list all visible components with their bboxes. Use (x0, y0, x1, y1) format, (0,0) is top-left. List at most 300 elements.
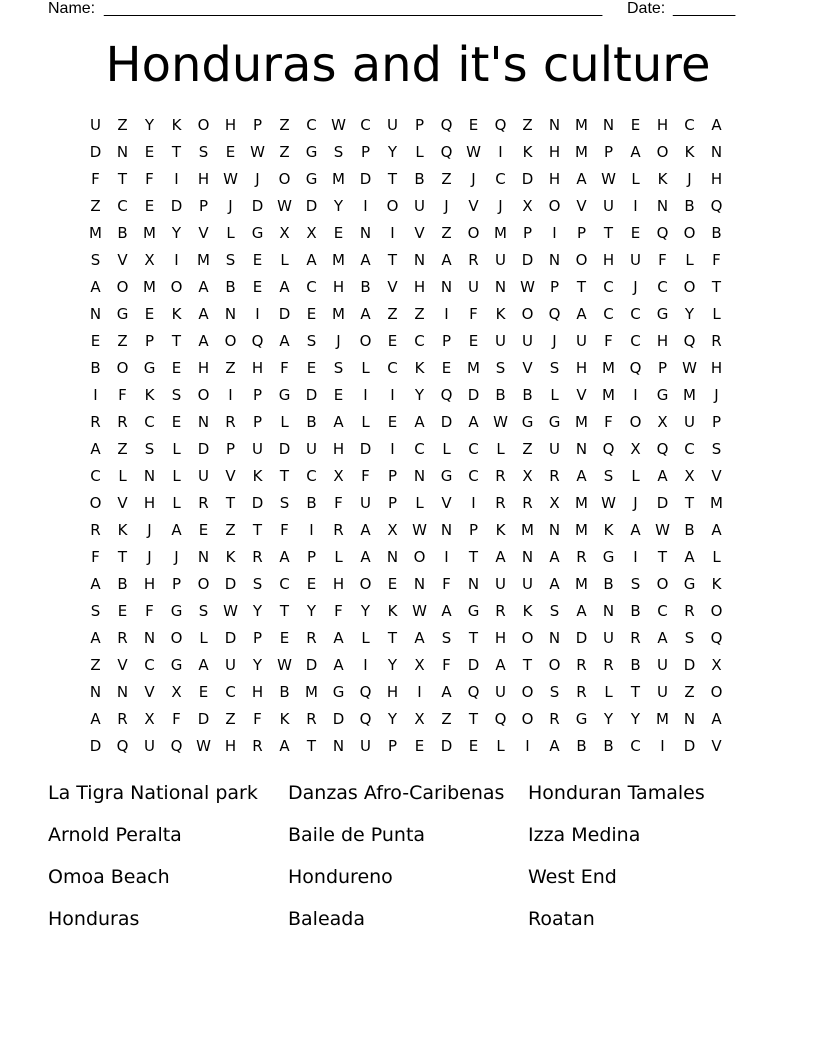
grid-letter: H (386, 683, 399, 701)
grid-letter: T (468, 548, 479, 566)
grid-letter: L (172, 467, 181, 485)
grid-row (82, 463, 730, 490)
grid-letter: N (116, 143, 129, 161)
grid-letter: O (413, 548, 426, 566)
grid-letter: F (658, 251, 667, 269)
grid-letter: D (278, 440, 291, 458)
grid-letter: J (714, 386, 719, 404)
grid-letter: H (494, 629, 507, 647)
grid-letter: A (90, 629, 101, 647)
grid-row (82, 247, 730, 274)
grid-letter: E (306, 305, 317, 323)
word-list (48, 778, 768, 946)
grid-row (82, 220, 730, 247)
header (48, 0, 748, 20)
grid-letter: V (144, 683, 155, 701)
grid-letter: D (359, 170, 372, 188)
grid-letter: E (144, 197, 155, 215)
grid-letter: A (549, 737, 560, 755)
grid-letter: P (360, 143, 371, 161)
grid-letter: R (576, 656, 587, 674)
grid-letter: D (197, 440, 210, 458)
grid-letter: C (306, 116, 317, 134)
grid-letter: T (684, 494, 695, 512)
word-list-item: La Tigra National park (48, 782, 258, 804)
grid-letter: A (333, 629, 344, 647)
grid-letter: I (390, 440, 395, 458)
grid-row (82, 139, 730, 166)
grid-letter: J (498, 197, 503, 215)
grid-letter: M (467, 359, 480, 377)
grid-letter: Y (603, 710, 614, 728)
grid-letter: E (414, 737, 425, 755)
word-list-item: Baleada (288, 908, 365, 930)
grid-letter: F (118, 386, 127, 404)
grid-letter: U (225, 656, 236, 674)
grid-letter: R (198, 494, 209, 512)
grid-letter: P (387, 737, 398, 755)
grid-letter: R (549, 467, 560, 485)
grid-letter: X (549, 494, 560, 512)
grid-letter: R (495, 494, 506, 512)
grid-letter: O (683, 278, 696, 296)
grid-letter: C (468, 440, 479, 458)
grid-letter: A (333, 656, 344, 674)
grid-letter: N (359, 224, 372, 242)
grid-letter: H (548, 143, 561, 161)
grid-letter: N (332, 737, 345, 755)
grid-letter: T (468, 629, 479, 647)
grid-letter: D (224, 575, 237, 593)
grid-letter: G (170, 656, 183, 674)
grid-letter: J (471, 170, 476, 188)
grid-letter: J (147, 548, 152, 566)
grid-letter: N (467, 575, 480, 593)
grid-letter: H (710, 170, 723, 188)
grid-letter: C (279, 575, 290, 593)
grid-row (82, 193, 730, 220)
grid-letter: P (252, 629, 263, 647)
grid-letter: O (467, 224, 480, 242)
grid-letter: G (251, 224, 264, 242)
grid-letter: R (252, 737, 263, 755)
grid-letter: U (144, 737, 155, 755)
grid-letter: S (333, 359, 344, 377)
grid-letter: R (117, 629, 128, 647)
grid-letter: M (710, 494, 723, 512)
grid-letter: R (495, 467, 506, 485)
grid-letter: K (711, 575, 722, 593)
grid-letter: B (414, 170, 425, 188)
grid-letter: W (682, 359, 697, 377)
grid-letter: L (172, 494, 181, 512)
grid-letter: R (306, 629, 317, 647)
grid-letter: F (91, 170, 100, 188)
grid-letter: F (280, 521, 289, 539)
grid-letter: D (521, 170, 534, 188)
word-list-item: Baile de Punta (288, 824, 426, 846)
grid-letter: U (684, 413, 695, 431)
grid-letter: A (198, 656, 209, 674)
word-list-item: Danzas Afro-Caribenas (288, 782, 505, 804)
grid-letter: O (278, 170, 291, 188)
grid-letter: U (468, 278, 479, 296)
grid-letter: M (197, 251, 210, 269)
grid-row (82, 706, 730, 733)
grid-letter: C (387, 359, 398, 377)
grid-letter: W (223, 602, 238, 620)
grid-letter: O (575, 251, 588, 269)
grid-letter: L (361, 413, 370, 431)
grid-letter: L (496, 737, 505, 755)
grid-letter: D (89, 737, 102, 755)
grid-letter: P (198, 197, 209, 215)
grid-letter: P (306, 548, 317, 566)
grid-letter: D (197, 710, 210, 728)
grid-letter: D (683, 737, 696, 755)
grid-letter: Y (252, 656, 263, 674)
grid-letter: M (575, 413, 588, 431)
grid-letter: I (444, 305, 449, 323)
grid-letter: R (549, 710, 560, 728)
grid-letter: D (224, 629, 237, 647)
grid-letter: T (171, 332, 182, 350)
grid-letter: Y (306, 602, 317, 620)
grid-letter: B (360, 278, 371, 296)
grid-letter: T (306, 737, 317, 755)
grid-letter: C (495, 170, 506, 188)
grid-letter: I (633, 197, 638, 215)
grid-letter: N (521, 548, 534, 566)
grid-letter: A (90, 710, 101, 728)
word-list-row (48, 820, 768, 862)
grid-letter: T (252, 521, 263, 539)
grid-letter: T (279, 467, 290, 485)
grid-letter: Z (279, 143, 290, 161)
grid-letter: O (170, 278, 183, 296)
grid-letter: C (468, 467, 479, 485)
grid-letter: E (144, 305, 155, 323)
grid-letter: A (90, 575, 101, 593)
grid-letter: N (197, 413, 210, 431)
grid-letter: R (225, 413, 236, 431)
grid-letter: S (90, 602, 101, 620)
grid-letter: E (198, 683, 209, 701)
grid-letter: U (522, 575, 533, 593)
grid-letter: H (143, 494, 156, 512)
grid-letter: V (387, 278, 398, 296)
grid-letter: L (334, 548, 343, 566)
grid-letter: K (144, 386, 155, 404)
grid-letter: G (602, 548, 615, 566)
word-search-grid (82, 112, 730, 760)
grid-letter: Z (441, 224, 452, 242)
grid-letter: G (440, 467, 453, 485)
word-list-item: Hondureno (288, 866, 393, 888)
grid-letter: G (305, 143, 318, 161)
grid-letter: J (147, 521, 152, 539)
grid-letter: D (251, 197, 264, 215)
grid-letter: C (630, 737, 641, 755)
grid-letter: O (521, 305, 534, 323)
grid-letter: F (604, 332, 613, 350)
grid-letter: B (603, 737, 614, 755)
grid-row (82, 301, 730, 328)
grid-letter: N (143, 467, 156, 485)
grid-letter: L (415, 143, 424, 161)
grid-letter: C (225, 683, 236, 701)
grid-letter: T (225, 494, 236, 512)
grid-letter: D (278, 305, 291, 323)
grid-letter: E (306, 575, 317, 593)
grid-letter: Q (602, 440, 615, 458)
grid-letter: M (494, 224, 507, 242)
grid-letter: Y (684, 305, 695, 323)
grid-letter: Z (414, 305, 425, 323)
grid-letter: A (414, 629, 425, 647)
grid-letter: S (198, 602, 209, 620)
grid-letter: G (548, 413, 561, 431)
grid-letter: H (332, 575, 345, 593)
grid-letter: M (89, 224, 102, 242)
grid-letter: A (306, 251, 317, 269)
grid-letter: D (440, 737, 453, 755)
word-list-row (48, 862, 768, 904)
grid-letter: Y (387, 656, 398, 674)
grid-letter: A (360, 548, 371, 566)
grid-row (82, 166, 730, 193)
grid-letter: O (224, 332, 237, 350)
grid-letter: K (171, 116, 182, 134)
page-title: Honduras and it's culture (105, 37, 711, 93)
word-list-item: Roatan (528, 908, 595, 930)
grid-letter: B (495, 386, 506, 404)
grid-letter: Z (441, 170, 452, 188)
grid-letter: M (575, 521, 588, 539)
grid-letter: Q (494, 116, 507, 134)
grid-letter: Z (225, 521, 236, 539)
grid-letter: W (655, 521, 670, 539)
word-list-item: Honduras (48, 908, 140, 930)
grid-letter: X (333, 467, 344, 485)
grid-letter: B (603, 575, 614, 593)
grid-letter: A (576, 305, 587, 323)
grid-letter: Q (440, 116, 453, 134)
grid-letter: E (468, 332, 479, 350)
grid-letter: O (710, 602, 723, 620)
grid-letter: D (467, 386, 480, 404)
grid-letter: L (685, 251, 694, 269)
grid-letter: C (684, 116, 695, 134)
grid-letter: U (522, 332, 533, 350)
grid-letter: G (656, 386, 669, 404)
grid-row (82, 517, 730, 544)
grid-letter: N (602, 116, 615, 134)
grid-letter: E (198, 521, 209, 539)
grid-letter: M (683, 386, 696, 404)
grid-letter: W (601, 494, 616, 512)
grid-letter: Q (116, 737, 129, 755)
grid-letter: F (604, 413, 613, 431)
grid-letter: B (225, 278, 236, 296)
grid-letter: H (656, 116, 669, 134)
grid-letter: U (576, 332, 587, 350)
grid-letter: A (549, 575, 560, 593)
grid-letter: Y (171, 224, 182, 242)
grid-letter: T (603, 224, 614, 242)
grid-letter: F (361, 467, 370, 485)
grid-letter: E (387, 413, 398, 431)
grid-letter: E (279, 629, 290, 647)
grid-letter: W (223, 170, 238, 188)
grid-letter: Y (252, 602, 263, 620)
grid-letter: O (710, 683, 723, 701)
grid-letter: B (90, 359, 101, 377)
grid-letter: S (549, 359, 560, 377)
grid-letter: W (277, 656, 292, 674)
grid-letter: I (390, 386, 395, 404)
grid-letter: Z (387, 305, 398, 323)
grid-letter: M (332, 170, 345, 188)
grid-row (82, 571, 730, 598)
grid-letter: R (306, 710, 317, 728)
grid-letter: O (359, 332, 372, 350)
grid-letter: G (116, 305, 129, 323)
grid-letter: H (251, 683, 264, 701)
grid-letter: X (279, 224, 290, 242)
grid-letter: B (117, 224, 128, 242)
grid-letter: C (144, 656, 155, 674)
grid-letter: W (520, 278, 535, 296)
grid-letter: C (414, 332, 425, 350)
grid-letter: O (521, 710, 534, 728)
grid-letter: P (549, 278, 560, 296)
grid-letter: T (387, 629, 398, 647)
grid-letter: N (116, 683, 129, 701)
grid-letter: Q (359, 710, 372, 728)
grid-letter: Q (629, 359, 642, 377)
grid-letter: E (387, 575, 398, 593)
grid-row (82, 355, 730, 382)
grid-letter: R (684, 602, 695, 620)
grid-letter: W (331, 116, 346, 134)
grid-letter: N (413, 467, 426, 485)
grid-letter: B (279, 683, 290, 701)
word-list-item: Izza Medina (528, 824, 641, 846)
grid-letter: N (710, 143, 723, 161)
grid-letter: O (170, 629, 183, 647)
grid-letter: A (360, 251, 371, 269)
grid-letter: Q (710, 629, 723, 647)
grid-letter: K (603, 521, 614, 539)
grid-letter: N (575, 440, 588, 458)
grid-letter: N (224, 305, 237, 323)
grid-letter: A (657, 467, 668, 485)
grid-letter: A (198, 332, 209, 350)
grid-letter: Z (441, 710, 452, 728)
grid-letter: C (657, 602, 668, 620)
grid-letter: B (306, 413, 317, 431)
grid-letter: S (171, 386, 182, 404)
grid-letter: U (495, 683, 506, 701)
grid-letter: P (252, 386, 263, 404)
grid-letter: U (657, 656, 668, 674)
grid-letter: T (117, 548, 128, 566)
grid-letter: V (441, 494, 452, 512)
grid-letter: I (660, 737, 665, 755)
word-list-item: West End (528, 866, 617, 888)
grid-letter: A (90, 440, 101, 458)
grid-letter: L (280, 251, 289, 269)
grid-letter: O (521, 629, 534, 647)
grid-letter: G (278, 386, 291, 404)
grid-letter: A (171, 521, 182, 539)
grid-letter: V (198, 224, 209, 242)
grid-letter: U (603, 629, 614, 647)
grid-letter: K (117, 521, 128, 539)
grid-letter: P (468, 521, 479, 539)
date-label: Date: (627, 0, 666, 17)
grid-letter: I (444, 548, 449, 566)
grid-letter: H (332, 278, 345, 296)
grid-letter: A (414, 413, 425, 431)
grid-letter: E (306, 359, 317, 377)
grid-letter: X (306, 224, 317, 242)
grid-letter: N (143, 629, 156, 647)
grid-letter: A (657, 629, 668, 647)
grid-letter: A (711, 521, 722, 539)
grid-letter: C (630, 332, 641, 350)
grid-letter: U (630, 251, 641, 269)
grid-letter: A (468, 413, 479, 431)
grid-letter: I (174, 170, 179, 188)
grid-letter: Y (333, 197, 344, 215)
grid-letter: N (89, 683, 102, 701)
grid-letter: G (521, 413, 534, 431)
grid-letter: X (657, 413, 668, 431)
grid-letter: I (633, 548, 638, 566)
grid-letter: R (333, 521, 344, 539)
grid-letter: U (198, 467, 209, 485)
grid-letter: O (197, 116, 210, 134)
grid-letter: W (250, 143, 265, 161)
grid-letter: L (199, 629, 208, 647)
grid-letter: A (198, 305, 209, 323)
grid-letter: L (280, 413, 289, 431)
grid-row (82, 733, 730, 760)
grid-letter: K (495, 521, 506, 539)
grid-letter: R (495, 602, 506, 620)
grid-letter: Z (90, 656, 101, 674)
grid-letter: Q (710, 197, 723, 215)
grid-letter: F (145, 170, 154, 188)
grid-letter: H (710, 359, 723, 377)
grid-letter: A (279, 332, 290, 350)
grid-letter: X (387, 521, 398, 539)
grid-letter: M (143, 224, 156, 242)
name-label: Name: (48, 0, 96, 17)
grid-letter: P (252, 116, 263, 134)
grid-letter: D (170, 197, 183, 215)
grid-letter: Z (279, 116, 290, 134)
grid-letter: K (495, 305, 506, 323)
grid-letter: A (198, 278, 209, 296)
grid-letter: N (413, 251, 426, 269)
grid-letter: A (279, 278, 290, 296)
grid-letter: R (630, 629, 641, 647)
grid-letter: L (550, 386, 559, 404)
grid-letter: J (552, 332, 557, 350)
